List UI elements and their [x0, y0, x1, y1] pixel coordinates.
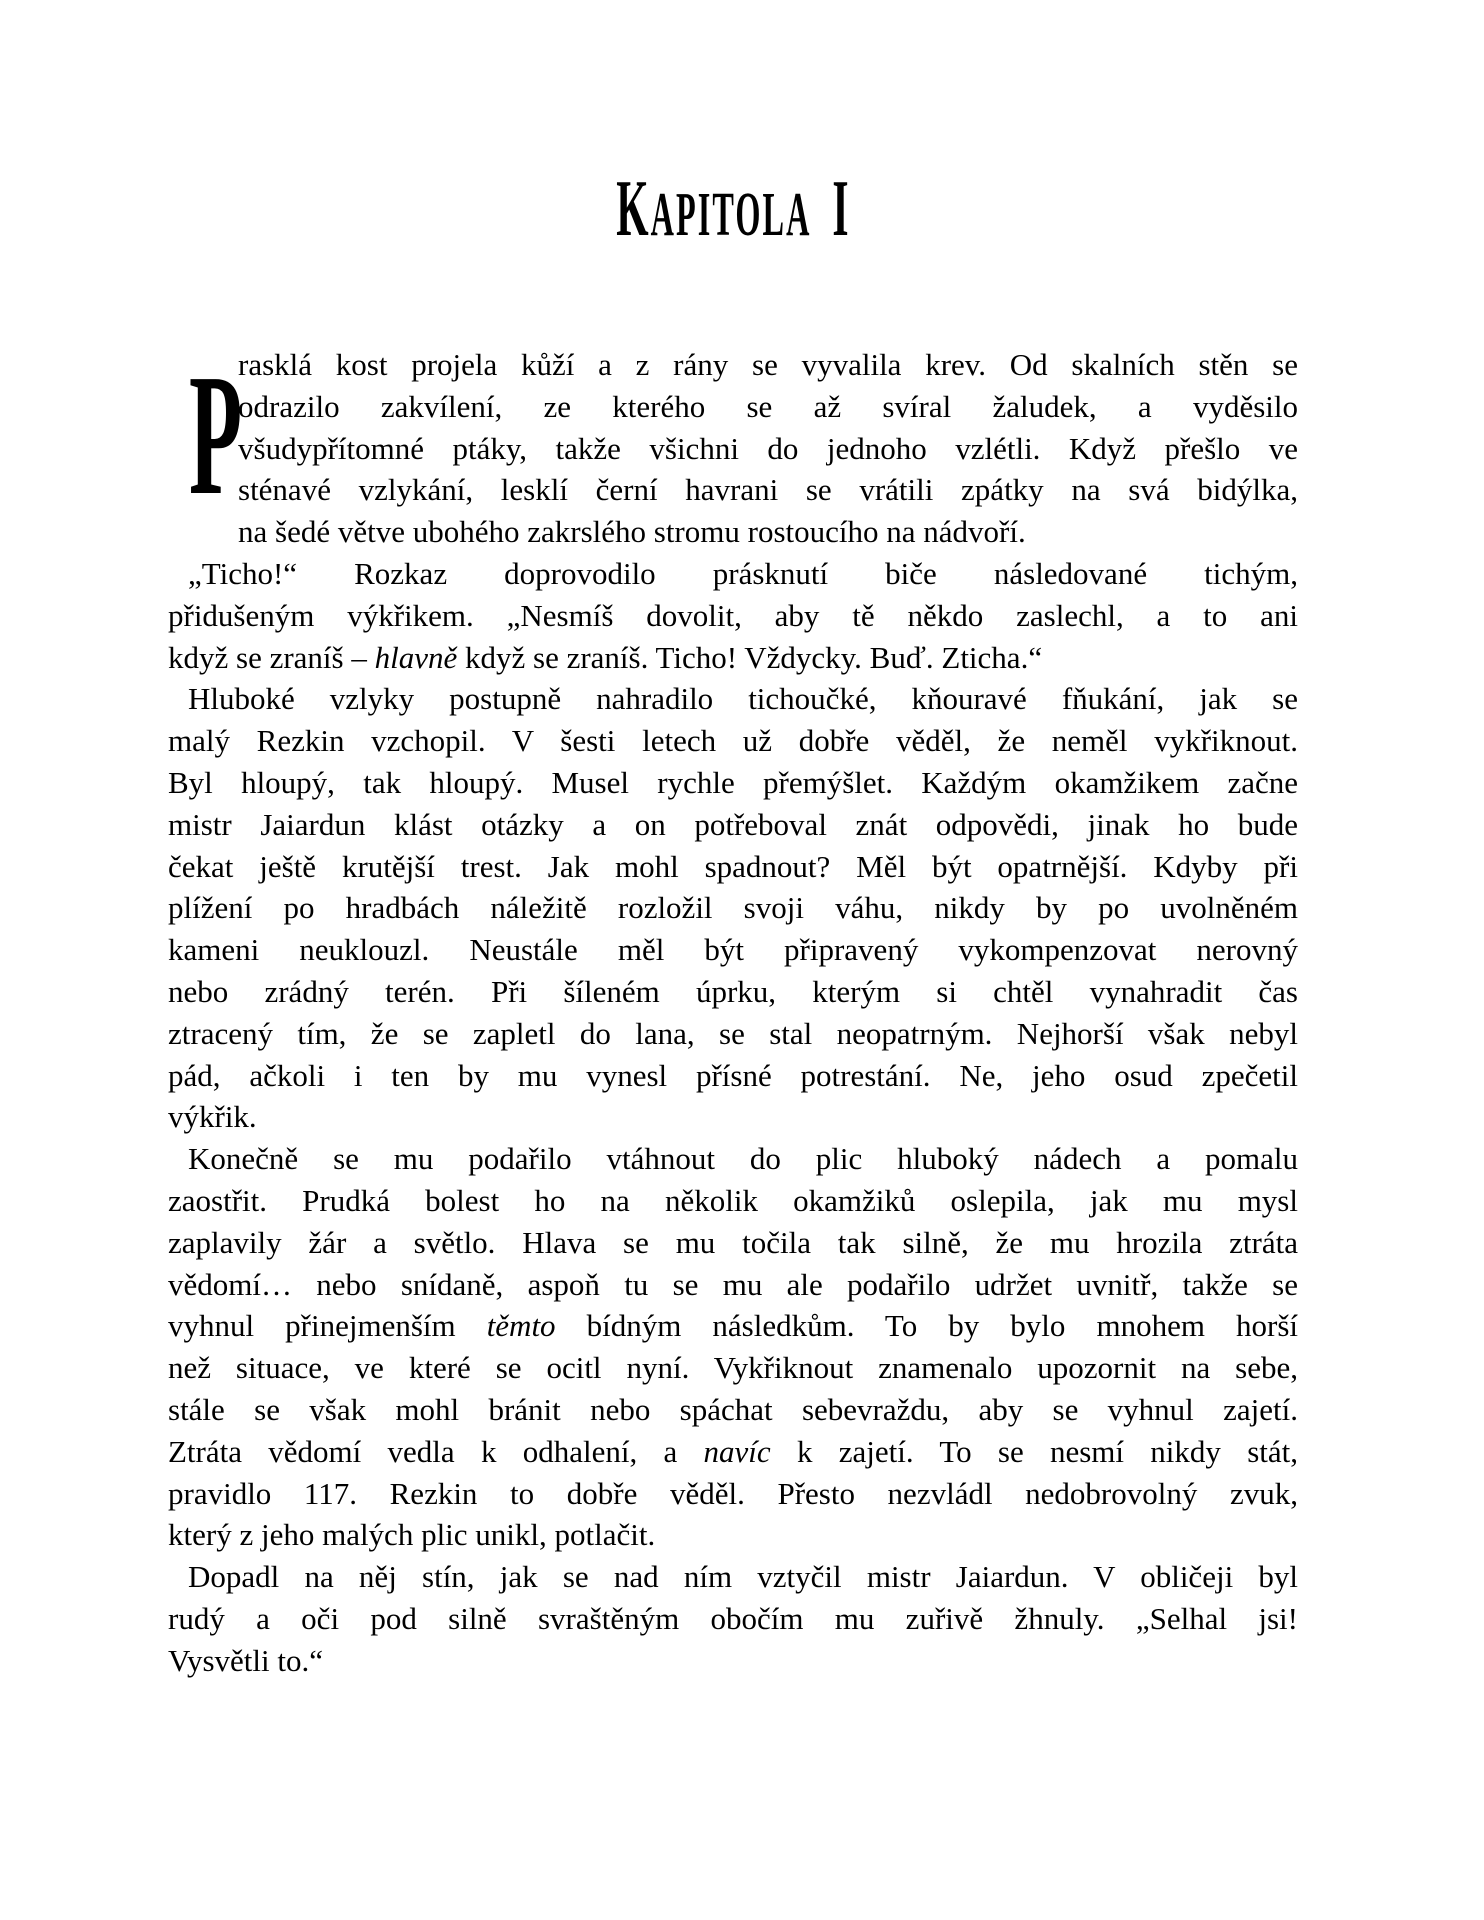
text-line: než situace, ve které se ocitl nyní. Vykřiknout znamenalo upozornit na sebe,: [168, 1350, 1298, 1386]
text-line: všudypřítomné ptáky, takže všichni do jednoho vzlétli. Když přešlo ve: [238, 430, 1298, 466]
paragraph: [168, 553, 1298, 678]
text-line: zaplavily žár a světlo. Hlava se mu točila tak silně, že mu hrozila ztráta: [168, 1224, 1298, 1260]
text-line: Ztráta vědomí vedla k odhalení, a navíc k zajetí. To se nesmí nikdy stát,: [168, 1433, 1298, 1469]
text-line: Vysvětli to.“: [168, 1642, 323, 1678]
chapter-heading-text: [615, 165, 851, 253]
text-line: na šedé větve ubohého zakrslého stromu rostoucího na nádvoří.: [238, 514, 1026, 550]
text-line: ztracený tím, že se zapletl do lana, se stal neopatrným. Nejhorší však nebyl: [168, 1015, 1298, 1051]
paragraph: [168, 678, 1298, 1138]
text-line: nebo zrádný terén. Při šíleném úprku, kterým si chtěl vynahradit čas: [168, 973, 1298, 1009]
text-line: který z jeho malých plic unikl, potlačit.: [168, 1517, 656, 1553]
text-line: Dopadl na něj stín, jak se nad ním vztyčil mistr Jaiardun. V obličeji byl: [188, 1559, 1298, 1595]
chapter-heading: [168, 165, 1298, 253]
paragraph: [168, 1556, 1298, 1681]
text-line: Byl hloupý, tak hloupý. Musel rychle přemýšlet. Každým okamžikem začne: [168, 764, 1298, 800]
text-line: přidušeným výkřikem. „Nesmíš dovolit, aby tě někdo zaslechl, a to ani: [168, 597, 1298, 633]
text-line: rasklá kost projela kůží a z rány se vyvalila krev. Od skalních stěn se: [238, 347, 1298, 382]
text-line: vědomí… nebo snídaně, aspoň tu se mu ale podařilo udržet uvnitř, takže se: [168, 1266, 1298, 1302]
paragraph: [168, 338, 1298, 553]
text-line: kameni neuklouzl. Neustále měl být připravený vykompenzovat nerovný: [168, 932, 1298, 968]
text-line: vyhnul přinejmenším těmto bídným následkům. To by bylo mnohem horší: [168, 1308, 1298, 1344]
text-line: výkřik.: [168, 1099, 257, 1135]
text-line: mistr Jaiardun klást otázky a on potřeboval znát odpovědi, jinak ho bude: [168, 806, 1298, 842]
text-line: pád, ačkoli i ten by mu vynesl přísné potrestání. Ne, jeho osud zpečetil: [168, 1057, 1298, 1093]
text-line: čekat ještě krutější trest. Jak mohl spadnout? Měl být opatrnější. Kdyby při: [168, 848, 1298, 884]
text-line: odrazilo zakvílení, ze kterého se až svíral žaludek, a vyděsilo: [238, 388, 1298, 424]
text-line: malý Rezkin vzchopil. V šesti letech už dobře věděl, že neměl vykřiknout.: [168, 723, 1298, 759]
heading-small-caps: APITOLA: [650, 181, 812, 249]
text-line: zaostřit. Prudká bolest ho na několik okamžiků oslepila, jak mu mysl: [168, 1182, 1298, 1218]
text-line: když se zraníš – hlavně když se zraníš. Ticho! Vždycky. Buď. Zticha.“: [168, 639, 1043, 675]
drop-cap-letter: P: [189, 338, 243, 531]
heading-lead-letter: K: [615, 165, 651, 253]
text-line: „Ticho!“ Rozkaz doprovodilo prásknutí biče následované tichým,: [188, 555, 1298, 591]
heading-numeral: I: [831, 165, 851, 253]
text-line: Konečně se mu podařilo vtáhnout do plic hluboký nádech a pomalu: [188, 1141, 1298, 1177]
text-line: plížení po hradbách náležitě rozložil svoji váhu, nikdy by po uvolněném: [168, 890, 1298, 926]
text-line: stále se však mohl bránit nebo spáchat sebevraždu, aby se vyhnul zajetí.: [168, 1391, 1298, 1427]
paragraph: [168, 1138, 1298, 1556]
text-line: pravidlo 117. Rezkin to dobře věděl. Přesto nezvládl nedobrovolný zvuk,: [168, 1475, 1298, 1511]
chapter-body: [168, 338, 1298, 1682]
text-line: sténavé vzlykání, lesklí černí havrani se vrátili zpátky na svá bidýlka,: [238, 472, 1298, 508]
text-line: Hluboké vzlyky postupně nahradilo tichoučké, kňouravé fňukání, jak se: [188, 681, 1298, 717]
text-line: rudý a oči pod silně svraštěným obočím mu zuřivě žhnuly. „Selhal jsi!: [168, 1600, 1298, 1636]
